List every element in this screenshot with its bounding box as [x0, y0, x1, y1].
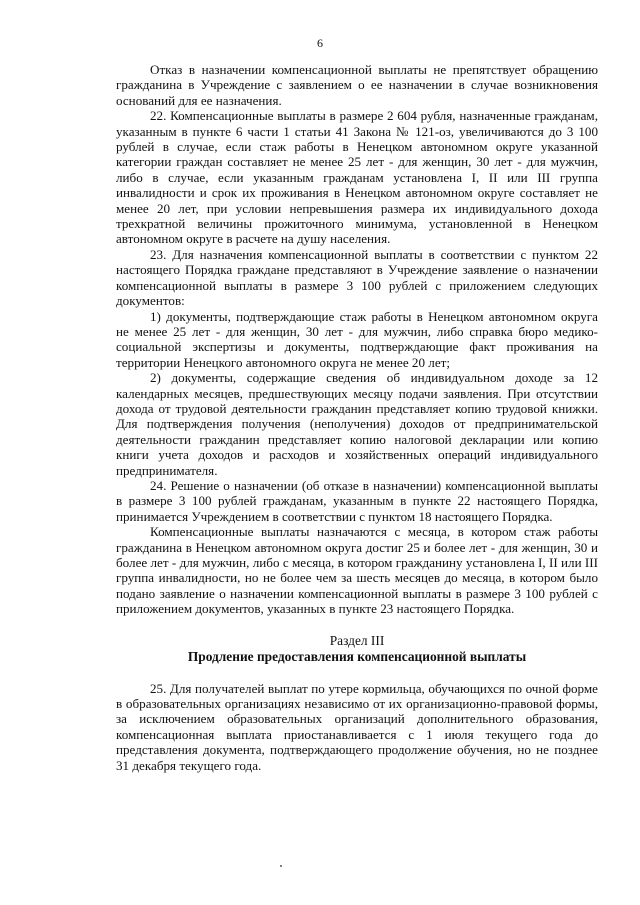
- scan-speck: [280, 865, 282, 867]
- paragraph: Отказ в назначении компенсационной выплаты не препятствует обращению гражданина в Учреждение с заявлением о ее назначении в случае возникновения оснований для ее назначения.: [116, 62, 598, 108]
- paragraph-item-24: 24. Решение о назначении (об отказе в назначении) компенсационной выплаты в размере 3 100 рублей гражданам, указанным в пункте 22 настоящего Порядка, принимается Учреждением в соответствии с пунктом 18 настоящего Порядка.: [116, 477, 598, 524]
- page-content: [116, 62, 598, 773]
- section-heading: Раздел III: [329, 632, 385, 648]
- paragraph-item-23: 23. Для назначения компенсационной выплаты в соответствии с пунктом 22 настоящего Порядка граждане представляют в Учреждение заявление о назначении компенсационной выплаты в размере 3 100 рублей с приложением следующих документов:: [116, 246, 598, 309]
- paragraph-item-22: 22. Компенсационные выплаты в размере 2 604 рубля, назначенные гражданам, указанным в пункте 6 части 1 статьи 41 Закона № 121-оз, увеличиваются до 3 100 рублей в случае, если стаж работы в Ненецком автономном округе указанной категории граждан составляет не менее 25 лет - для женщин, 30 лет - для мужчин, либо в случае, если указанным гражданам установлена I, II или III группа инвалидности и срок их проживания в Ненецком автономном округе составляет не менее 20 лет, при условии непревышения размера их индивидуального дохода трехкратной величины прожиточного минимума, установленной в Ненецком автономном округе в расчете на душу населения.: [116, 108, 598, 247]
- paragraph: Компенсационные выплаты назначаются с месяца, в котором стаж работы гражданина в Ненецком автономном округа достиг 25 и более лет - для женщин, 30 и более лет - для мужчин, либо с месяца, в котором гражданину установлена I, II или III группа инвалидности, но не более чем за шесть месяцев до месяца, в котором было подано заявление о назначении компенсационной выплаты в размере 3 100 рублей с приложением документов, указанных в пункте 23 настоящего Порядка.: [116, 524, 598, 617]
- paragraph-item-25: 25. Для получателей выплат по утере кормильца, обучающихся по очной форме в образовательных организациях независимо от их организационно-правовой формы, за исключением образовательных организаций дополнительного образования, компенсационная выплата приостанавливается с 1 июля текущего года до представления документа, подтверждающего продолжение обучения, но не позднее 31 декабря текущего года.: [116, 680, 598, 773]
- paragraph-subitem-2: 2) документы, содержащие сведения об индивидуальном доходе за 12 календарных месяцев, предшествующих месяцу подачи заявления. При отсутствии дохода от трудовой деятельности гражданин представляет копию трудовой книжки. Для подтверждения получения (неполучения) доходов от предпринимательской деятельности гражданин представляет копию налоговой декларации или копию книги учета доходов и расходов и хозяйственных операций индивидуального предпринимателя.: [116, 370, 598, 478]
- page-number: 6: [317, 36, 323, 50]
- section-title: Продление предоставления компенсационной выплаты: [187, 648, 527, 664]
- paragraph-subitem-1: 1) документы, подтверждающие стаж работы в Ненецком автономном округа не менее 25 лет - для женщин, 30 лет - для мужчин, либо справка бюро медико-социальной экспертизы и документы, подтверждающие факт проживания на территории Ненецкого автономного округа не менее 20 лет;: [116, 308, 598, 370]
